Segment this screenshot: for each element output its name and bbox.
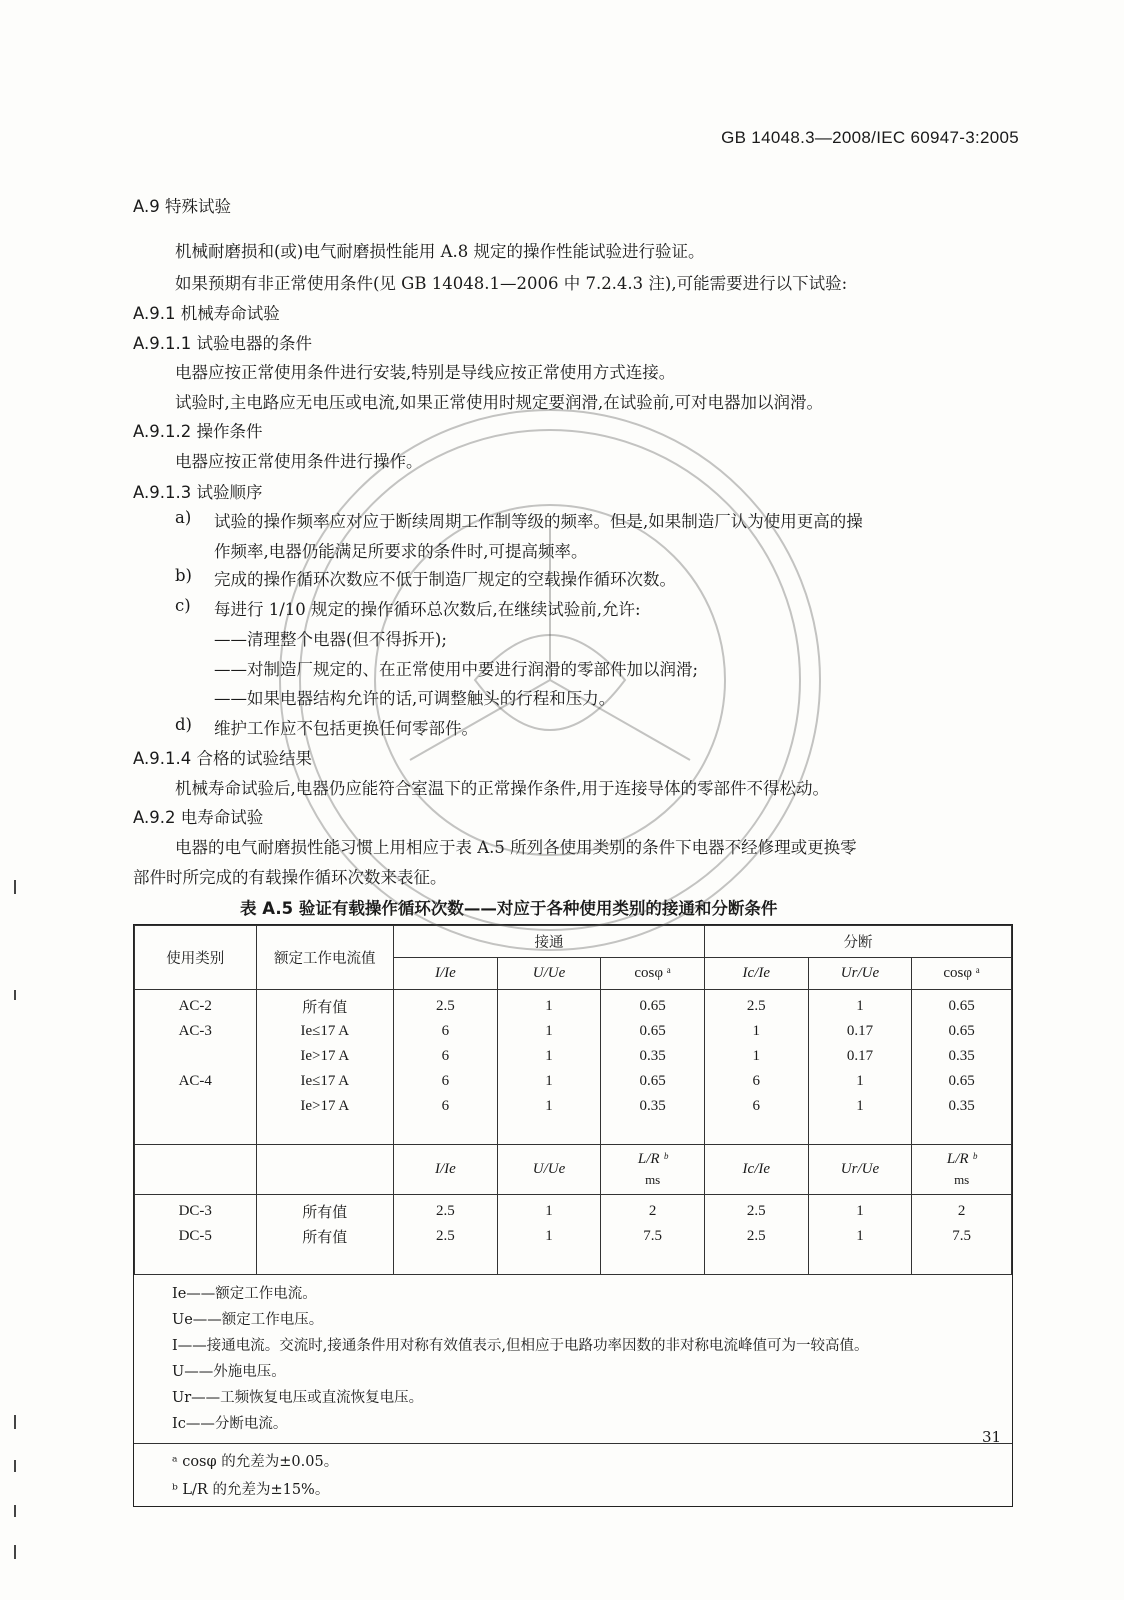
note-line: Ic——分断电流。 bbox=[172, 1416, 288, 1432]
paragraph: 试验时,主电路应无电压或电流,如果正常使用时规定要润滑,在试验前,可对电器加以润滑。 bbox=[175, 393, 823, 412]
cell: 0.65 bbox=[601, 1069, 705, 1094]
paragraph: 电器应按正常使用条件进行操作。 bbox=[175, 452, 423, 471]
paragraph: 如果预期有非正常使用条件(见 GB 14048.1—2006 中 7.2.4.3 注),可能需要进行以下试验: bbox=[175, 274, 848, 293]
cell: 0.65 bbox=[912, 1019, 1012, 1044]
list-item: 完成的操作循环次数应不低于制造厂规定的空载操作循环次数。 bbox=[214, 570, 676, 589]
table-row bbox=[135, 1224, 1012, 1249]
cell: 1 bbox=[808, 1224, 912, 1249]
dc-head-b3: L/R ᵇ ms bbox=[912, 1145, 1012, 1195]
cell: 0.65 bbox=[912, 1069, 1012, 1094]
list-label: d) bbox=[175, 715, 192, 734]
section-a913-title: A.9.1.3 试验顺序 bbox=[133, 483, 263, 502]
cell-rated: Ie≤17 A bbox=[256, 1069, 394, 1094]
cell: 2 bbox=[601, 1195, 705, 1225]
cell: 6 bbox=[704, 1069, 808, 1094]
dc-head-m3: L/R ᵇ ms bbox=[601, 1145, 705, 1195]
ac-head-b1: Ic/Ie bbox=[704, 958, 808, 990]
cell: 1 bbox=[497, 1044, 601, 1069]
table-row bbox=[135, 990, 1012, 1020]
cell: 1 bbox=[497, 1019, 601, 1044]
dc-head-b2: Ur/Ue bbox=[808, 1145, 912, 1195]
ac-head-m2: U/Ue bbox=[497, 958, 601, 990]
section-a91-title: A.9.1 机械寿命试验 bbox=[133, 304, 280, 323]
dash-item: ——清理整个电器(但不得拆开); bbox=[214, 630, 447, 649]
cell: 2.5 bbox=[704, 990, 808, 1020]
ac-head-b2: Ur/Ue bbox=[808, 958, 912, 990]
list-item: 试验的操作频率应对应于断续周期工作制等级的频率。但是,如果制造厂认为使用更高的操 bbox=[214, 512, 863, 531]
section-a9-title: A.9 特殊试验 bbox=[133, 197, 231, 216]
cell-category: DC-3 bbox=[135, 1195, 257, 1225]
scan-mark bbox=[14, 880, 16, 894]
list-item-cont: 作频率,电器仍能满足所要求的条件时,可提高频率。 bbox=[214, 542, 588, 561]
section-a911-title: A.9.1.1 试验电器的条件 bbox=[133, 334, 312, 353]
list-item: 每进行 1/10 规定的操作循环总次数后,在继续试验前,允许: bbox=[214, 600, 641, 619]
cell: 1 bbox=[808, 1094, 912, 1119]
cell: 0.35 bbox=[912, 1044, 1012, 1069]
section-a912-title: A.9.1.2 操作条件 bbox=[133, 422, 263, 441]
cell: 2 bbox=[912, 1195, 1012, 1225]
cell-category: DC-5 bbox=[135, 1224, 257, 1249]
cell: 6 bbox=[394, 1069, 498, 1094]
cell-rated: Ie>17 A bbox=[256, 1044, 394, 1069]
table-row bbox=[135, 1094, 1012, 1119]
cell: 0.35 bbox=[912, 1094, 1012, 1119]
cell: 6 bbox=[704, 1094, 808, 1119]
cell: 1 bbox=[497, 1094, 601, 1119]
note-line: Ue——额定工作电压。 bbox=[172, 1312, 324, 1328]
group-header-break: 分断 bbox=[704, 926, 1011, 958]
ac-head-m3: cosφ ᵃ bbox=[601, 958, 705, 990]
table-row bbox=[135, 1044, 1012, 1069]
paragraph: 电器的电气耐磨损性能习惯上用相应于表 A.5 所列各使用类别的条件下电器不经修理或更换零 bbox=[175, 838, 857, 857]
cell: 1 bbox=[704, 1044, 808, 1069]
cell-category: AC-3 bbox=[135, 1019, 257, 1044]
cell-rated: 所有值 bbox=[256, 1195, 394, 1225]
cell-category bbox=[135, 1094, 257, 1119]
dc-head-m1: I/Ie bbox=[394, 1145, 498, 1195]
note-line: U——外施电压。 bbox=[172, 1364, 286, 1380]
cell: 6 bbox=[394, 1019, 498, 1044]
cell-rated: 所有值 bbox=[256, 990, 394, 1020]
cell: 2.5 bbox=[394, 1224, 498, 1249]
cell: 7.5 bbox=[601, 1224, 705, 1249]
cell: 1 bbox=[497, 1069, 601, 1094]
paragraph-cont: 部件时所完成的有载操作循环次数来表征。 bbox=[133, 868, 447, 887]
cell-rated: Ie>17 A bbox=[256, 1094, 394, 1119]
cell: 6 bbox=[394, 1044, 498, 1069]
cell: 0.35 bbox=[601, 1094, 705, 1119]
note-line: I——接通电流。交流时,接通条件用对称有效值表示,但相应于电路功率因数的非对称电流峰值可为一较高值。 bbox=[172, 1338, 869, 1354]
cell: 1 bbox=[808, 990, 912, 1020]
cell: 0.65 bbox=[601, 990, 705, 1020]
scan-mark bbox=[14, 1415, 16, 1429]
paragraph: 电器应按正常使用条件进行安装,特别是导线应按正常使用方式连接。 bbox=[175, 363, 676, 382]
scan-mark bbox=[14, 1460, 16, 1472]
cell: 2.5 bbox=[704, 1195, 808, 1225]
cell: 0.65 bbox=[912, 990, 1012, 1020]
cell: 1 bbox=[704, 1019, 808, 1044]
table-row bbox=[135, 1069, 1012, 1094]
cell-category bbox=[135, 1044, 257, 1069]
note-line: Ur——工频恢复电压或直流恢复电压。 bbox=[172, 1390, 424, 1406]
list-label: b) bbox=[175, 566, 192, 585]
cell-category: AC-2 bbox=[135, 990, 257, 1020]
footnote-a: ᵃ cosφ 的允差为±0.05。 bbox=[172, 1454, 339, 1470]
dc-head-m2: U/Ue bbox=[497, 1145, 601, 1195]
footnote-b: ᵇ L/R 的允差为±15%。 bbox=[172, 1482, 330, 1498]
group-header-make: 接通 bbox=[394, 926, 705, 958]
dash-item: ——如果电器结构允许的话,可调整触头的行程和压力。 bbox=[214, 689, 616, 708]
section-a914-title: A.9.1.4 合格的试验结果 bbox=[133, 749, 312, 768]
cell: 0.17 bbox=[808, 1044, 912, 1069]
cell: 1 bbox=[808, 1195, 912, 1225]
cell: 2.5 bbox=[704, 1224, 808, 1249]
cell-rated: Ie≤17 A bbox=[256, 1019, 394, 1044]
table-a5 bbox=[133, 924, 1013, 1507]
cell: 1 bbox=[808, 1069, 912, 1094]
dash-item: ——对制造厂规定的、在正常使用中要进行润滑的零部件加以润滑; bbox=[214, 660, 699, 679]
table-row bbox=[135, 1195, 1012, 1225]
cell: 0.17 bbox=[808, 1019, 912, 1044]
cell: 1 bbox=[497, 1195, 601, 1225]
list-label: a) bbox=[175, 508, 192, 527]
col-header-category: 使用类别 bbox=[135, 926, 257, 990]
col-header-rated: 额定工作电流值 bbox=[256, 926, 394, 990]
cell: 0.35 bbox=[601, 1044, 705, 1069]
scan-mark bbox=[14, 1545, 16, 1559]
cell: 1 bbox=[497, 1224, 601, 1249]
cell: 6 bbox=[394, 1094, 498, 1119]
scan-mark bbox=[14, 990, 16, 1000]
table-footnotes bbox=[134, 1443, 1012, 1506]
standard-header: GB 14048.3—2008/IEC 60947-3:2005 bbox=[721, 128, 1019, 147]
list-item: 维护工作应不包括更换任何零部件。 bbox=[214, 719, 478, 738]
cell-category: AC-4 bbox=[135, 1069, 257, 1094]
table-row bbox=[135, 1019, 1012, 1044]
table-caption: 表 A.5 验证有载操作循环次数——对应于各种使用类别的接通和分断条件 bbox=[240, 899, 778, 918]
cell-rated: 所有值 bbox=[256, 1224, 394, 1249]
page-number: 31 bbox=[982, 1428, 1002, 1446]
section-a92-title: A.9.2 电寿命试验 bbox=[133, 808, 264, 827]
cell: 0.65 bbox=[601, 1019, 705, 1044]
cell: 1 bbox=[497, 990, 601, 1020]
cell: 2.5 bbox=[394, 1195, 498, 1225]
paragraph: 机械耐磨损和(或)电气耐磨损性能用 A.8 规定的操作性能试验进行验证。 bbox=[175, 242, 705, 261]
ac-head-m1: I/Ie bbox=[394, 958, 498, 990]
scan-mark bbox=[14, 1505, 16, 1517]
table-notes bbox=[134, 1274, 1012, 1443]
note-line: Ie——额定工作电流。 bbox=[172, 1286, 317, 1302]
list-label: c) bbox=[175, 596, 191, 615]
cell: 2.5 bbox=[394, 990, 498, 1020]
paragraph: 机械寿命试验后,电器仍应能符合室温下的正常操作条件,用于连接导体的零部件不得松动。 bbox=[175, 779, 829, 798]
cell: 7.5 bbox=[912, 1224, 1012, 1249]
dc-head-b1: Ic/Ie bbox=[704, 1145, 808, 1195]
ac-head-b3: cosφ ᵃ bbox=[912, 958, 1012, 990]
